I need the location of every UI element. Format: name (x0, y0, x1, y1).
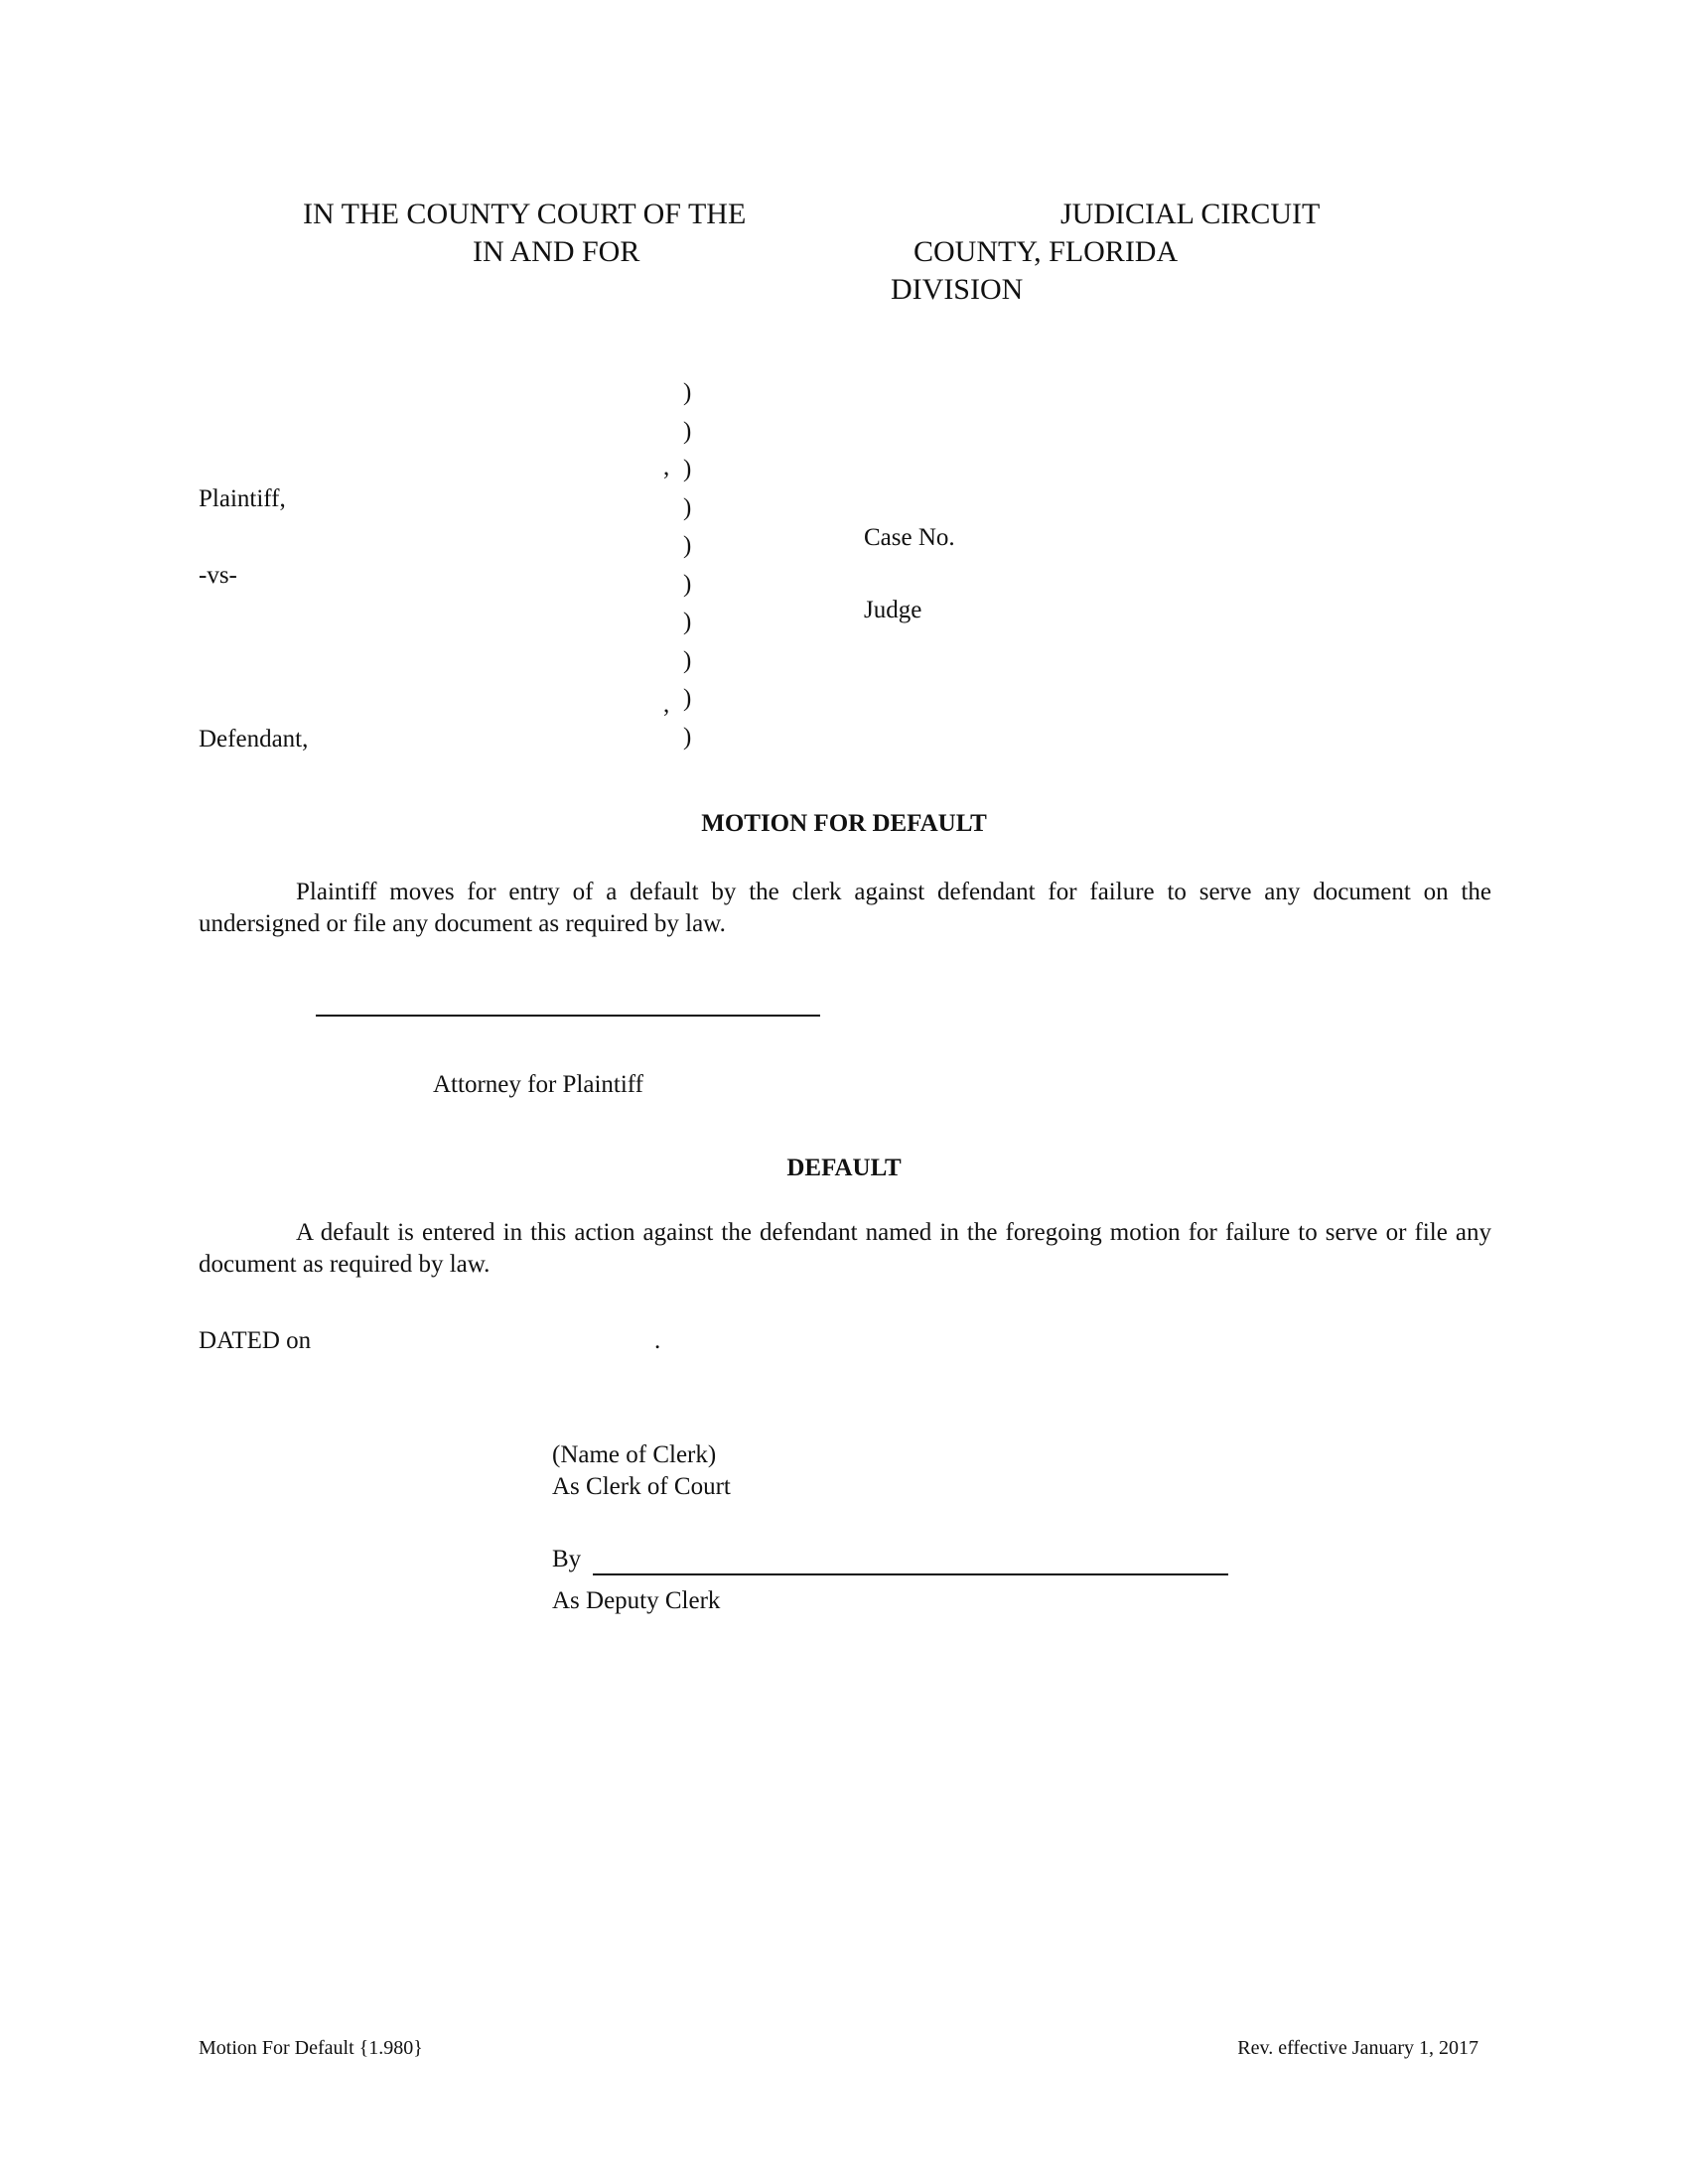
caption-paren: ) (683, 493, 692, 521)
clerk-name: (Name of Clerk) (552, 1441, 717, 1468)
caption-paren: ) (683, 570, 692, 598)
attorney-signature-line (316, 1015, 820, 1017)
caption-paren: ) (683, 379, 692, 406)
caption-paren: ) (683, 685, 692, 712)
caption-parentheses (683, 374, 703, 756)
vs-label: -vs- (199, 562, 237, 589)
judicial-circuit-label: JUDICIAL CIRCUIT (1060, 198, 1321, 230)
plaintiff-name-comma: , (663, 454, 670, 480)
caption-paren: ) (683, 723, 692, 751)
caption-paren: ) (683, 417, 692, 445)
plaintiff-label: Plaintiff, (199, 485, 286, 512)
caption-paren: ) (683, 646, 692, 674)
defendant-name-comma: , (663, 691, 670, 718)
division-label: DIVISION (891, 273, 1024, 306)
court-name-line-2: IN AND FOR (473, 235, 640, 268)
dated-label: DATED on (199, 1327, 312, 1354)
default-title: DEFAULT (786, 1155, 902, 1181)
county-label: COUNTY, FLORIDA (914, 235, 1179, 268)
caption-paren: ) (683, 532, 692, 559)
footer-revision-date: Rev. effective January 1, 2017 (1237, 2037, 1478, 2059)
caption-paren: ) (683, 609, 692, 635)
deputy-clerk-signature-line (593, 1573, 1228, 1575)
by-label: By (552, 1546, 582, 1572)
motion-title: MOTION FOR DEFAULT (701, 810, 987, 837)
court-name-line-1: IN THE COUNTY COURT OF THE (303, 198, 747, 230)
motion-body: Plaintiff moves for entry of a default by the clerk against defendant for failure to serve any document on the undersigned or file any document as required by law. (199, 879, 1491, 937)
default-body: A default is entered in this action against the defendant named in the foregoing motion for failure to serve or file any document as required by law. (199, 1219, 1491, 1278)
judge-label: Judge (864, 597, 922, 623)
clerk-title: As Clerk of Court (552, 1473, 731, 1500)
deputy-clerk-label: As Deputy Clerk (552, 1587, 721, 1614)
caption-paren: ) (683, 456, 692, 482)
dated-period: . (654, 1327, 661, 1354)
defendant-label: Defendant, (199, 726, 309, 752)
attorney-for-plaintiff-label: Attorney for Plaintiff (433, 1071, 643, 1098)
footer-form-name: Motion For Default {1.980} (199, 2037, 423, 2059)
case-number-label: Case No. (864, 524, 955, 551)
